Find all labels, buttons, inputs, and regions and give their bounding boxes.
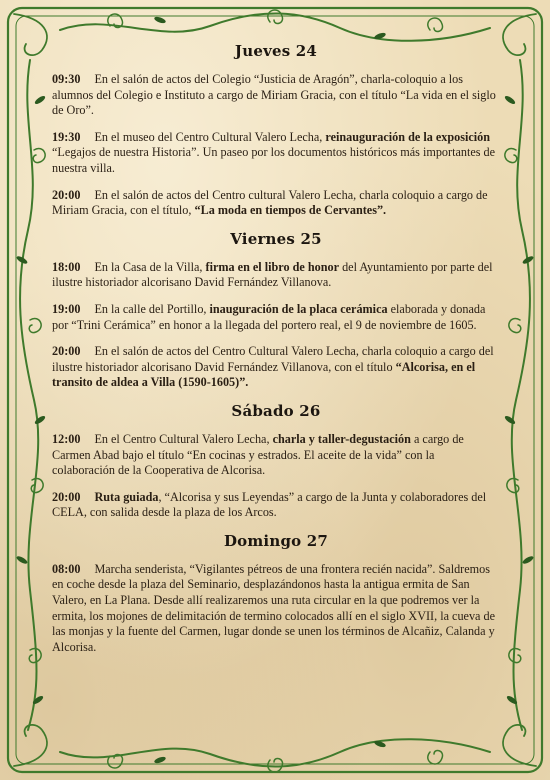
day-section <box>52 532 500 656</box>
day-section <box>52 42 500 219</box>
event-text: En el Centro Cultural Valero Lecha, <box>94 431 273 446</box>
event-item <box>52 260 500 291</box>
event-time: 09:30 <box>52 72 81 86</box>
event-text: “Legajos de nuestra Historia”. Un paseo por los documentos históricos más importantes de nuestra villa. <box>52 145 496 175</box>
event-text: a cargo de Carmen Abad bajo el título “En cocinas y estrados. El aceite de la vida” con la colaboración de la Cooperativa de Alcorisa. <box>52 431 464 478</box>
day-heading: Domingo 27 <box>223 531 329 550</box>
event-highlight: “Alcorisa, en el transito de aldea a Villa (1590-1605)”. <box>52 359 476 390</box>
event-time: 20:00 <box>52 187 81 202</box>
event-text: En el museo del Centro Cultural Valero Lecha, <box>94 129 326 144</box>
event-highlight: inauguración de la placa cerámica <box>209 301 388 316</box>
day-heading: Sábado 26 <box>231 401 321 420</box>
day-section <box>52 402 500 521</box>
event-text: , “Alcorisa y sus Leyendas” a cargo de la Junta y colaboradores del CELA, con salida desde la plaza de los Arcos. <box>52 489 487 520</box>
event-item <box>52 72 500 119</box>
event-highlight: charla y taller-degustación <box>272 431 411 446</box>
event-time: 19:00 <box>52 301 81 316</box>
event-time: 12:00 <box>52 431 81 446</box>
event-text: En el salón de actos del Colegio “Justicia de Aragón”, charla-coloquio a los alumnos del Colegio e Instituto a cargo de Miriam Gracia, con el título “La vida en el siglo de Oro”. <box>52 72 496 118</box>
event-item <box>52 130 500 177</box>
event-time: 18:00 <box>52 259 81 274</box>
event-text: En el salón de actos del Centro cultural Valero Lecha, charla coloquio a cargo de Miriam Gracia, con el título, <box>52 187 488 218</box>
event-time: 20:00 <box>52 489 81 504</box>
event-text: Marcha senderista, “Vigilantes pétreos de una frontera recién nacida”. Saldremos en coche desde la plaza del Seminario, desplazándonos hasta la antigua ermita de San Valero, en La Plana. Desde allí realizaremos una ruta circular en la que podremos ver la ermita, los mojones de delimitación de termino colocados allí en el siglo XVII, la cueva de las monjas y la fuente del Carmen, lugar donde se unen los términos de Alcañiz, Calanda y Alcorisa. <box>52 561 496 654</box>
event-item <box>52 490 500 521</box>
event-text: En la calle del Portillo, <box>94 301 210 316</box>
event-item <box>52 562 500 656</box>
day-heading: Jueves 24 <box>234 42 318 60</box>
event-item <box>52 432 500 479</box>
event-text: del Ayuntamiento por parte del ilustre historiador alcorisano David Fernández Villanova. <box>52 259 493 290</box>
event-text: elaborada y donada por “Trini Cerámica” en honor a la llegada del portero real, el 9 de noviembre de 1605. <box>52 301 486 332</box>
event-text: En el salón de actos del Centro Cultural Valero Lecha, charla coloquio a cargo del ilustre historiador alcorisano David Fernández Villanova, con el título <box>52 344 494 374</box>
event-time: 19:30 <box>52 129 81 144</box>
event-text: En la Casa de la Villa, <box>94 259 206 274</box>
day-section <box>52 230 500 391</box>
day-heading: Viernes 25 <box>230 229 322 248</box>
event-time: 20:00 <box>52 344 81 359</box>
event-item <box>52 344 500 391</box>
program-content <box>52 42 500 666</box>
event-item <box>52 302 500 333</box>
event-time: 08:00 <box>52 561 81 576</box>
event-highlight: “La moda en tiempos de Cervantes”. <box>194 203 387 218</box>
event-item <box>52 188 500 219</box>
event-highlight: firma en el libro de honor <box>205 259 340 274</box>
event-highlight: Ruta guiada <box>94 489 159 504</box>
event-highlight: reinauguración de la exposición <box>325 129 491 144</box>
